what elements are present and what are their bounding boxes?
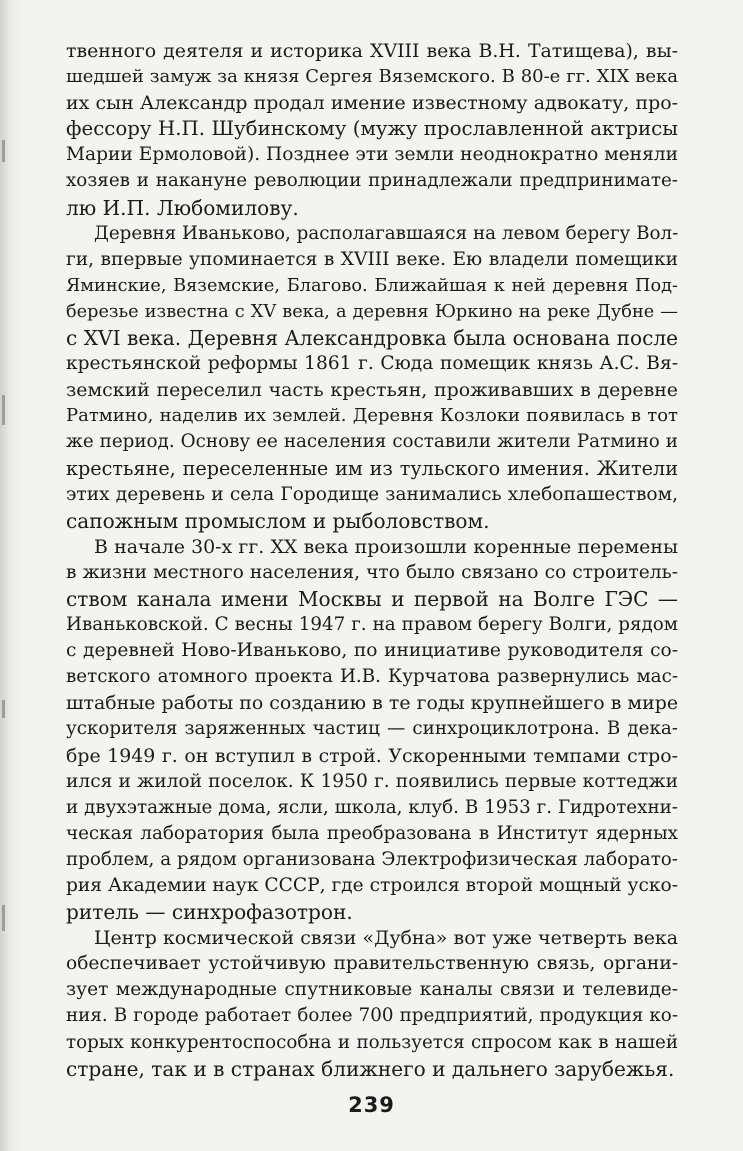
scan-edge-mark: [2, 140, 5, 162]
text-line: крестьяне, переселенные им из тульского имения. Жители: [66, 456, 678, 480]
paragraph-4: [66, 925, 678, 1082]
text-line: же период. Основу ее населения составили жители Ратмино и: [66, 431, 678, 453]
text-line: земский переселил часть крестьян, проживавших в деревне: [66, 379, 678, 402]
text-line: Иваньковской. С весны 1947 г. на правом берегу Волги, рядом: [66, 614, 678, 636]
paragraph-2: [66, 221, 678, 534]
scan-edge-mark: [2, 905, 5, 931]
text-line: с XVI века. Деревня Александровка была основана после: [66, 326, 678, 351]
text-line: ветского атомного проекта И.В. Курчатова развернулись мас-: [66, 666, 678, 688]
text-line: стране, так и в странах ближнего и дальнего зарубежья.: [66, 1056, 675, 1081]
text-line: этих деревень и села Городище занимались хлебопашеством,: [66, 483, 678, 505]
text-line: твенного деятеля и историка XVIII века В.Н. Татищева), вы-: [66, 40, 678, 62]
scan-edge-mark: [2, 395, 5, 425]
text-line: проблем, а рядом организована Электрофизическая лаборато-: [66, 848, 678, 870]
text-line: В начале 30-х гг. XX века произошли коренные перемены: [94, 535, 678, 558]
text-line: шедшей замуж за князя Сергея Вяземского. В 80-е гг. XIX века: [66, 66, 678, 88]
text-line: ускорителя заряженных частиц — синхроциклотрона. В дека-: [66, 718, 678, 740]
text-line: крестьянской реформы 1861 г. Сюда помещик князь А.С. Вя-: [66, 353, 678, 375]
text-line: ческая лаборатория была преобразована в Институт ядерных: [66, 822, 678, 844]
text-line: рия Академии наук СССР, где строился второй мощный уско-: [66, 875, 678, 896]
text-line: в жизни местного населения, что было связано со строитель-: [66, 561, 678, 583]
text-line: их сын Александр продал имение известному адвокату, про-: [66, 92, 678, 115]
text-line: штабные работы по созданию в те годы крупнейшего в мире: [66, 692, 678, 715]
text-line: сапожным промыслом и рыболовством.: [66, 508, 490, 533]
text-line: бре 1949 г. он вступил в строй. Ускоренными темпами стро-: [66, 744, 678, 767]
text-line: Яминские, Вяземские, Благово. Ближайшая к ней деревня Под-: [66, 275, 678, 296]
text-line: ритель — синхрофазотрон.: [66, 900, 353, 925]
text-line: Марии Ермоловой). Позднее эти земли неоднократно меняли: [66, 144, 678, 166]
paragraph-3: [66, 534, 678, 925]
text-line: ством канала имени Москвы и первой на Волге ГЭС —: [66, 586, 678, 611]
text-line: с деревней Ново-Иваньково, по инициативе руководителя со-: [66, 640, 678, 662]
body-text: [66, 38, 678, 1082]
text-line: лю И.П. Любомилову.: [66, 195, 299, 220]
scan-edge-mark: [2, 700, 5, 718]
text-line: ги, впервые упоминается в XVIII веке. Ею владели помещики: [66, 248, 678, 270]
paragraph-1: [66, 38, 678, 221]
text-line: Деревня Иваньково, располагавшаяся на левом берегу Вол-: [94, 222, 679, 244]
text-line: обеспечивает устойчивую правительственную связь, органи-: [66, 953, 678, 975]
page-number: 239: [348, 1093, 395, 1117]
text-line: фессору Н.П. Шубинскому (мужу прославленной актрисы: [66, 117, 678, 141]
text-line: торых конкурентоспособна и пользуется спросом как в нашей: [66, 1031, 678, 1053]
text-line: и двухэтажные дома, ясли, школа, клуб. В 1953 г. Гидротехни-: [66, 796, 678, 818]
text-line: ния. В городе работает более 700 предприятий, продукция ко-: [66, 1005, 678, 1027]
text-line: Ратмино, наделив их землей. Деревня Козлоки появилась в тот: [66, 405, 678, 427]
text-line: Центр космической связи «Дубна» вот уже четверть века: [94, 927, 678, 950]
text-line: березье известна с XV века, а деревня Юркино на реке Дубне —: [66, 301, 678, 322]
text-line: ился и жилой поселок. К 1950 г. появились первые коттеджи: [66, 770, 678, 792]
text-line: хозяев и накануне революции принадлежали предпринимате-: [66, 170, 678, 192]
text-line: зует международные спутниковые каналы связи и телевиде-: [66, 979, 678, 1001]
